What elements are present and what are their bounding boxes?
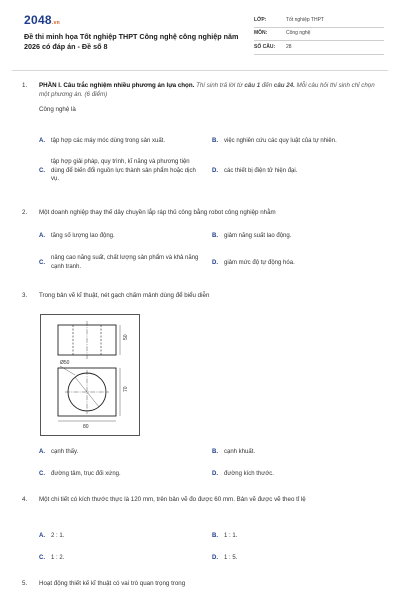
exam-header (24, 12, 384, 62)
instruction-text: Thí sinh trả lời từ (194, 82, 245, 89)
question-5 (22, 580, 382, 589)
option-text: giảm mức độ tự động hóa. (224, 260, 295, 266)
option-letter: B. (212, 449, 218, 455)
meta-value: Công nghệ (286, 30, 311, 37)
question-4 (22, 496, 382, 505)
question-2 (22, 209, 382, 218)
technical-drawing-figure (40, 314, 140, 436)
dim-width: 80 (83, 424, 89, 430)
option-d[interactable] (212, 554, 382, 563)
option-text: tập hợp các máy móc dùng trong sản xuất. (51, 138, 165, 144)
dim-diameter: Ø50 (60, 360, 70, 366)
technical-drawing (41, 315, 141, 437)
option-a[interactable] (39, 137, 204, 146)
option-letter: B. (212, 138, 218, 144)
question-stem: Công nghệ là (39, 105, 76, 113)
option-text: cạnh thấy. (51, 449, 79, 455)
meta-row-class (254, 14, 384, 28)
meta-label: LỚP: (254, 16, 267, 23)
question-number: 1. (22, 82, 28, 89)
option-letter: C. (39, 168, 45, 174)
header-divider (12, 70, 388, 71)
option-letter: A. (39, 533, 45, 539)
dim-height-top: 50 (123, 334, 129, 340)
exam-title: Đề thi minh họa Tốt nghiệp THPT Công nghệ công nghiệp năm 2026 có đáp án - Đề số 8 (24, 32, 239, 52)
question-stem: Một doanh nghiệp thay thế dây chuyền lắp ráp thủ công bằng robot công nghiệp nhằm (39, 209, 276, 216)
option-text: giảm năng suất lao động. (224, 233, 292, 239)
instruction-range-end: câu 24. (273, 82, 295, 89)
option-d[interactable] (212, 259, 382, 268)
option-letter: A. (39, 233, 45, 239)
logo-tld: .vn (51, 20, 61, 26)
option-letter: C. (39, 260, 45, 266)
option-text: 1 : 2. (51, 555, 65, 561)
option-letter: C. (39, 471, 45, 477)
question-number: 3. (22, 292, 28, 299)
meta-value: Tốt nghiệp THPT (286, 16, 324, 23)
option-c[interactable] (39, 470, 204, 479)
option-b[interactable] (212, 532, 382, 541)
option-letter: D. (212, 471, 218, 477)
option-letter: A. (39, 138, 45, 144)
option-text: 1 : 5. (224, 555, 238, 561)
option-letter: B. (212, 233, 218, 239)
option-b[interactable] (212, 137, 382, 146)
question-3 (22, 292, 382, 301)
option-b[interactable] (212, 448, 382, 457)
exam-meta (254, 14, 384, 55)
option-a[interactable] (39, 532, 204, 541)
leader-line (60, 366, 75, 375)
meta-row-subject (254, 28, 384, 42)
meta-label: SỐ CÂU: (254, 43, 276, 50)
option-text: đường kích thước. (224, 471, 274, 477)
option-c[interactable] (39, 254, 204, 271)
option-d[interactable] (212, 167, 382, 176)
option-text: các thiết bị điện tử hiện đại. (224, 168, 298, 174)
option-text: tăng số lượng lao động. (51, 233, 115, 239)
option-letter: D. (212, 260, 218, 266)
question-instructions (39, 82, 382, 100)
option-text: 2 : 1. (51, 533, 65, 539)
meta-value: 28 (286, 43, 292, 50)
instruction-text: Mỗi câu hỏi thí sinh chỉ chọn một phương án. (6 điểm) (39, 82, 375, 98)
option-text: tập hợp giải pháp, quy trình, kĩ năng và phương tiện dùng để biến đổi nguồn lực thành sản phẩm hoặc dịch vụ. (51, 159, 196, 183)
dim-height-bottom: 70 (123, 386, 129, 392)
meta-label: MÔN: (254, 30, 268, 37)
option-text: cạnh khuất. (224, 449, 256, 455)
option-text: nâng cao năng suất, chất lượng sản phẩm và khả năng cạnh tranh. (51, 255, 199, 270)
option-d[interactable] (212, 470, 382, 479)
option-a[interactable] (39, 232, 204, 241)
question-1 (22, 82, 382, 115)
option-c[interactable] (39, 554, 204, 563)
option-b[interactable] (212, 232, 382, 241)
meta-row-count (254, 41, 384, 55)
option-c[interactable] (39, 158, 204, 184)
option-a[interactable] (39, 448, 204, 457)
option-text: đường tâm, trục đối xứng. (51, 471, 121, 477)
logo-main: 2048 (24, 13, 52, 27)
question-stem: Một chi tiết có kích thước thực là 120 mm, trên bản vẽ đo được 60 mm. Bản vẽ được vẽ theo tỉ lệ (39, 496, 306, 503)
option-letter: B. (212, 533, 218, 539)
part-heading: PHẦN I. Câu trắc nghiệm nhiều phương án lựa chọn. (39, 82, 195, 89)
question-number: 4. (22, 496, 28, 503)
instruction-range-start: câu 1 (244, 82, 261, 89)
option-letter: C. (39, 555, 45, 561)
question-stem: Hoạt động thiết kế kĩ thuật có vai trò quan trọng trong (39, 580, 186, 587)
option-text: 1 : 1. (224, 533, 238, 539)
question-number: 2. (22, 209, 28, 216)
instruction-text: đến (260, 82, 274, 89)
option-letter: A. (39, 449, 45, 455)
question-number: 5. (22, 580, 28, 587)
question-stem: Trong bản vẽ kĩ thuật, nét gạch chấm mảnh dùng để biểu diễn (39, 292, 210, 299)
option-letter: D. (212, 168, 218, 174)
option-text: việc nghiên cứu các quy luật của tự nhiên. (224, 138, 337, 144)
option-letter: D. (212, 555, 218, 561)
